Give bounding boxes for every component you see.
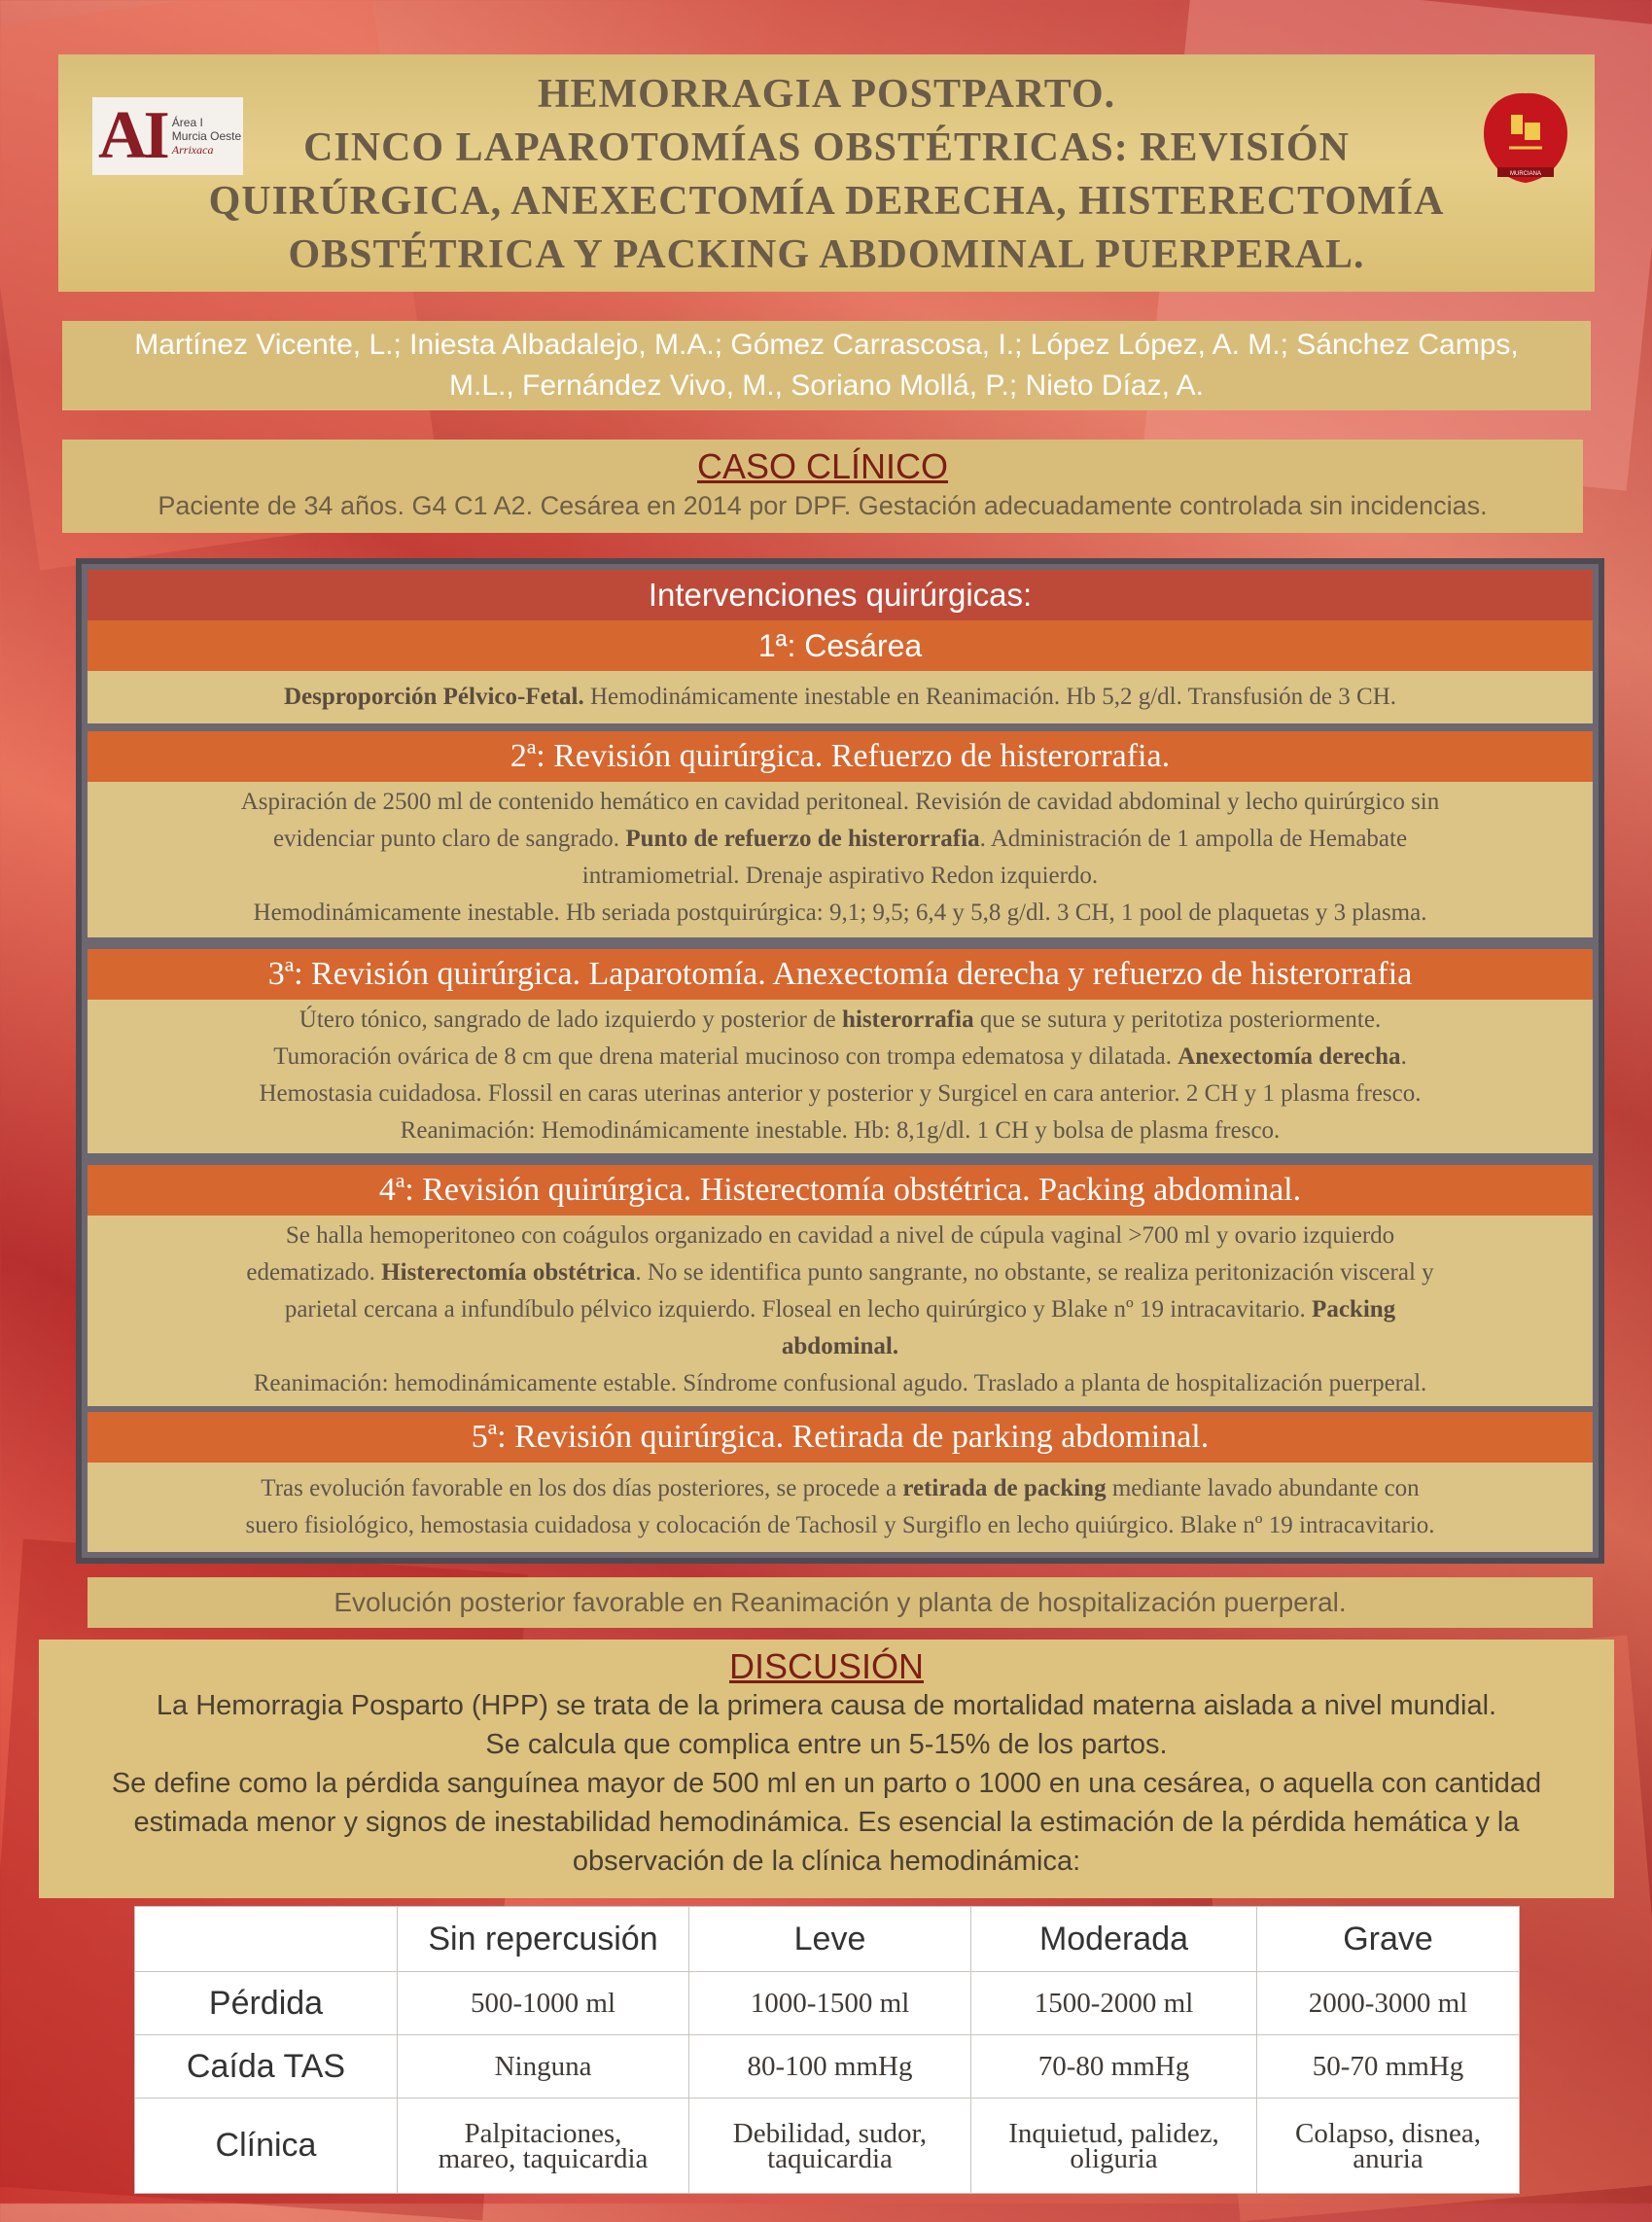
bold-text: Desproporción Pélvico-Fetal. — [283, 684, 584, 710]
discussion-line: estimada menor y signos de inestabilidad hemodinámica. Es esencial la estimación de la pérdida hemática y la — [133, 1807, 1520, 1838]
intervention-2-body — [88, 782, 1593, 937]
table-cell: Inquietud, palidez, oliguria — [971, 2099, 1257, 2194]
intervention-3-body — [88, 1000, 1593, 1153]
table-cell: 2000-3000 ml — [1257, 1972, 1520, 2035]
society-seal-icon — [1480, 89, 1571, 187]
table-cell: Debilidad, sudor, taquicardia — [689, 2099, 971, 2194]
table-row-label: Pérdida — [135, 1972, 398, 2035]
title-line: CINCO LAPAROTOMÍAS OBSTÉTRICAS: REVISIÓN — [303, 125, 1350, 170]
body-text: Hemodinámicamente inestable en Reanimación. Hb 5,2 g/dl. Transfusión de 3 CH. — [583, 684, 1397, 710]
logo-caption — [172, 116, 241, 157]
body-text: edematizado. — [246, 1259, 382, 1286]
discussion-line: observación de la clínica hemodinámica: — [572, 1846, 1081, 1877]
title-banner — [58, 54, 1595, 292]
body-text: suero fisiológico, hemostasia cuidadosa y colocación de Tachosil y Surgiflo en lecho quiúrgico. Blake nº 19 intracavitario. — [245, 1512, 1435, 1538]
body-text: Se halla hemoperitoneo con coágulos organizado en cavidad a nivel de cúpula vaginal >700 ml y ovario izquierdo — [285, 1222, 1395, 1249]
intervention-3-heading: 3ª: Revisión quirúrgica. Laparotomía. Anexectomía derecha y refuerzo de histerorrafia — [88, 949, 1593, 1000]
table-header-cell: Sin repercusión — [398, 1907, 689, 1972]
table-cell: Palpitaciones, mareo, taquicardia — [398, 2099, 689, 2194]
intervention-4-heading: 4ª: Revisión quirúrgica. Histerectomía obstétrica. Packing abdominal. — [88, 1165, 1593, 1216]
seal-text: MURCIANA — [1509, 171, 1542, 177]
table-cell: 70-80 mmHg — [971, 2035, 1257, 2099]
body-text: Hemostasia cuidadosa. Flossil en caras uterinas anterior y posterior y Surgicel en cara anterior. 2 CH y 1 plasma fresco. — [259, 1080, 1422, 1107]
bold-text: retirada de packing — [902, 1475, 1107, 1501]
body-text: mediante lavado abundante con — [1106, 1475, 1420, 1501]
table-row — [135, 1972, 1520, 2035]
hemorrhage-classification-table — [134, 1906, 1519, 2194]
table-cell: 80-100 mmHg — [689, 2035, 971, 2099]
body-text: Reanimación: hemodinámicamente estable. Síndrome confusional agudo. Traslado a planta de hospitalización puerperal. — [253, 1370, 1427, 1396]
table-header-cell: Leve — [689, 1907, 971, 1972]
logo-line: Murcia Oeste — [171, 129, 242, 143]
body-text: evidenciar punto claro de sangrado. — [272, 826, 626, 852]
intervention-5-heading: 5ª: Revisión quirúrgica. Retirada de parking abdominal. — [88, 1412, 1593, 1463]
bold-text: Anexectomía derecha — [1177, 1043, 1401, 1070]
bold-text: Histerectomía obstétrica — [381, 1259, 636, 1286]
caso-clinico-section — [62, 440, 1583, 533]
table-header-cell — [135, 1907, 398, 1972]
authors-banner — [62, 321, 1591, 410]
bold-text: histerorrafia — [841, 1006, 974, 1033]
interventions-title: Intervenciones quirúrgicas: — [88, 570, 1593, 620]
body-text: Tumoración ovárica de 8 cm que drena material mucinoso con trompa edematosa y dilatada. — [273, 1043, 1178, 1070]
discussion-line: Se define como la pérdida sanguínea mayor de 500 ml en un parto o 1000 en una cesárea, o aquella con cantidad — [111, 1768, 1542, 1799]
body-text: Aspiración de 2500 ml de contenido hemático en cavidad peritoneal. Revisión de cavidad abdominal y lecho quirúrgico sin — [240, 789, 1440, 815]
table-cell: 1500-2000 ml — [971, 1972, 1257, 2035]
caso-text: Paciente de 34 años. G4 C1 A2. Cesárea en 2014 por DPF. Gestación adecuadamente controlada sin incidencias. — [158, 491, 1488, 520]
table-header-row — [135, 1907, 1520, 1972]
table-row — [135, 2099, 1520, 2194]
authors-line: Martínez Vicente, L.; Iniesta Albadalejo, M.A.; Gómez Carrascosa, I.; López López, A. M.; Sánchez Camps, — [134, 329, 1519, 361]
body-text: parietal cercana a infundíbulo pélvico izquierdo. Floseal en lecho quirúrgico y Blake nº 19 intracavitario. — [284, 1296, 1313, 1323]
intervention-1-body — [88, 671, 1593, 723]
table-cell: 500-1000 ml — [398, 1972, 689, 2035]
title-line: OBSTÉTRICA Y PACKING ABDOMINAL PUERPERAL. — [288, 232, 1365, 277]
body-text: Hemodinámicamente inestable. Hb seriada postquirúrgica: 9,1; 9,5; 6,4 y 5,8 g/dl. 3 CH, 1 pool de plaquetas y 3 plasma. — [253, 899, 1427, 926]
table-cell: 1000-1500 ml — [689, 1972, 971, 2035]
logo-line: Área I — [171, 116, 203, 129]
logo-line: Arrixaca — [171, 143, 214, 157]
bold-text: Packing — [1312, 1296, 1396, 1323]
table-cell: Ninguna — [398, 2035, 689, 2099]
table-row-label: Clínica — [135, 2099, 398, 2194]
body-text: . Administración de 1 ampolla de Hemabate — [979, 826, 1408, 852]
body-text: Útero tónico, sangrado de lado izquierdo y posterior de — [299, 1006, 842, 1033]
title-line: HEMORRAGIA POSTPARTO. — [537, 72, 1116, 117]
body-text: que se sutura y peritotiza posteriormente. — [973, 1006, 1382, 1033]
intervention-4-body — [88, 1216, 1593, 1406]
table-row — [135, 2035, 1520, 2099]
body-text: Reanimación: Hemodinámicamente inestable. Hb: 8,1g/dl. 1 CH y bolsa de plasma fresco. — [400, 1117, 1281, 1144]
body-text: intramiometrial. Drenaje aspirativo Redon izquierdo. — [581, 863, 1099, 889]
interventions-panel — [76, 558, 1604, 1564]
caso-heading: CASO CLÍNICO — [696, 446, 949, 486]
body-text: . No se identifica punto sangrante, no obstante, se realiza peritonización visceral y — [635, 1259, 1434, 1286]
table-header-cell: Grave — [1257, 1907, 1520, 1972]
evolution-note: Evolución posterior favorable en Reanimación y planta de hospitalización puerperal. — [88, 1577, 1593, 1628]
intervention-2-heading: 2ª: Revisión quirúrgica. Refuerzo de histerorrafia. — [88, 731, 1593, 782]
discussion-heading: DISCUSIÓN — [728, 1646, 925, 1686]
intervention-1-heading: 1ª: Cesárea — [88, 620, 1593, 671]
discussion-section — [39, 1640, 1614, 1898]
title-line: QUIRÚRGICA, ANEXECTOMÍA DERECHA, HISTERECTOMÍA — [208, 179, 1445, 224]
intervention-5-body — [88, 1463, 1593, 1552]
bold-text: abdominal. — [781, 1333, 899, 1359]
table-row-label: Caída TAS — [135, 2035, 398, 2099]
area-logo — [92, 97, 243, 175]
logo-letters: AI — [98, 98, 166, 173]
table-header-cell: Moderada — [971, 1907, 1257, 1972]
discussion-line: Se calcula que complica entre un 5-15% de los partos. — [485, 1729, 1168, 1760]
body-text: . — [1400, 1043, 1407, 1070]
table-cell: Colapso, disnea, anuria — [1257, 2099, 1520, 2194]
classification-table — [134, 1906, 1520, 2194]
authors-line: M.L., Fernández Vivo, M., Soriano Mollá, P.; Nieto Díaz, A. — [449, 370, 1204, 402]
discussion-line: La Hemorragia Posparto (HPP) se trata de la primera causa de mortalidad materna aislada a nivel mundial. — [156, 1690, 1497, 1721]
body-text: Tras evolución favorable en los dos días posteriores, se procede a — [261, 1475, 903, 1501]
table-cell: 50-70 mmHg — [1257, 2035, 1520, 2099]
bold-text: Punto de refuerzo de histerorrafia — [625, 826, 980, 852]
